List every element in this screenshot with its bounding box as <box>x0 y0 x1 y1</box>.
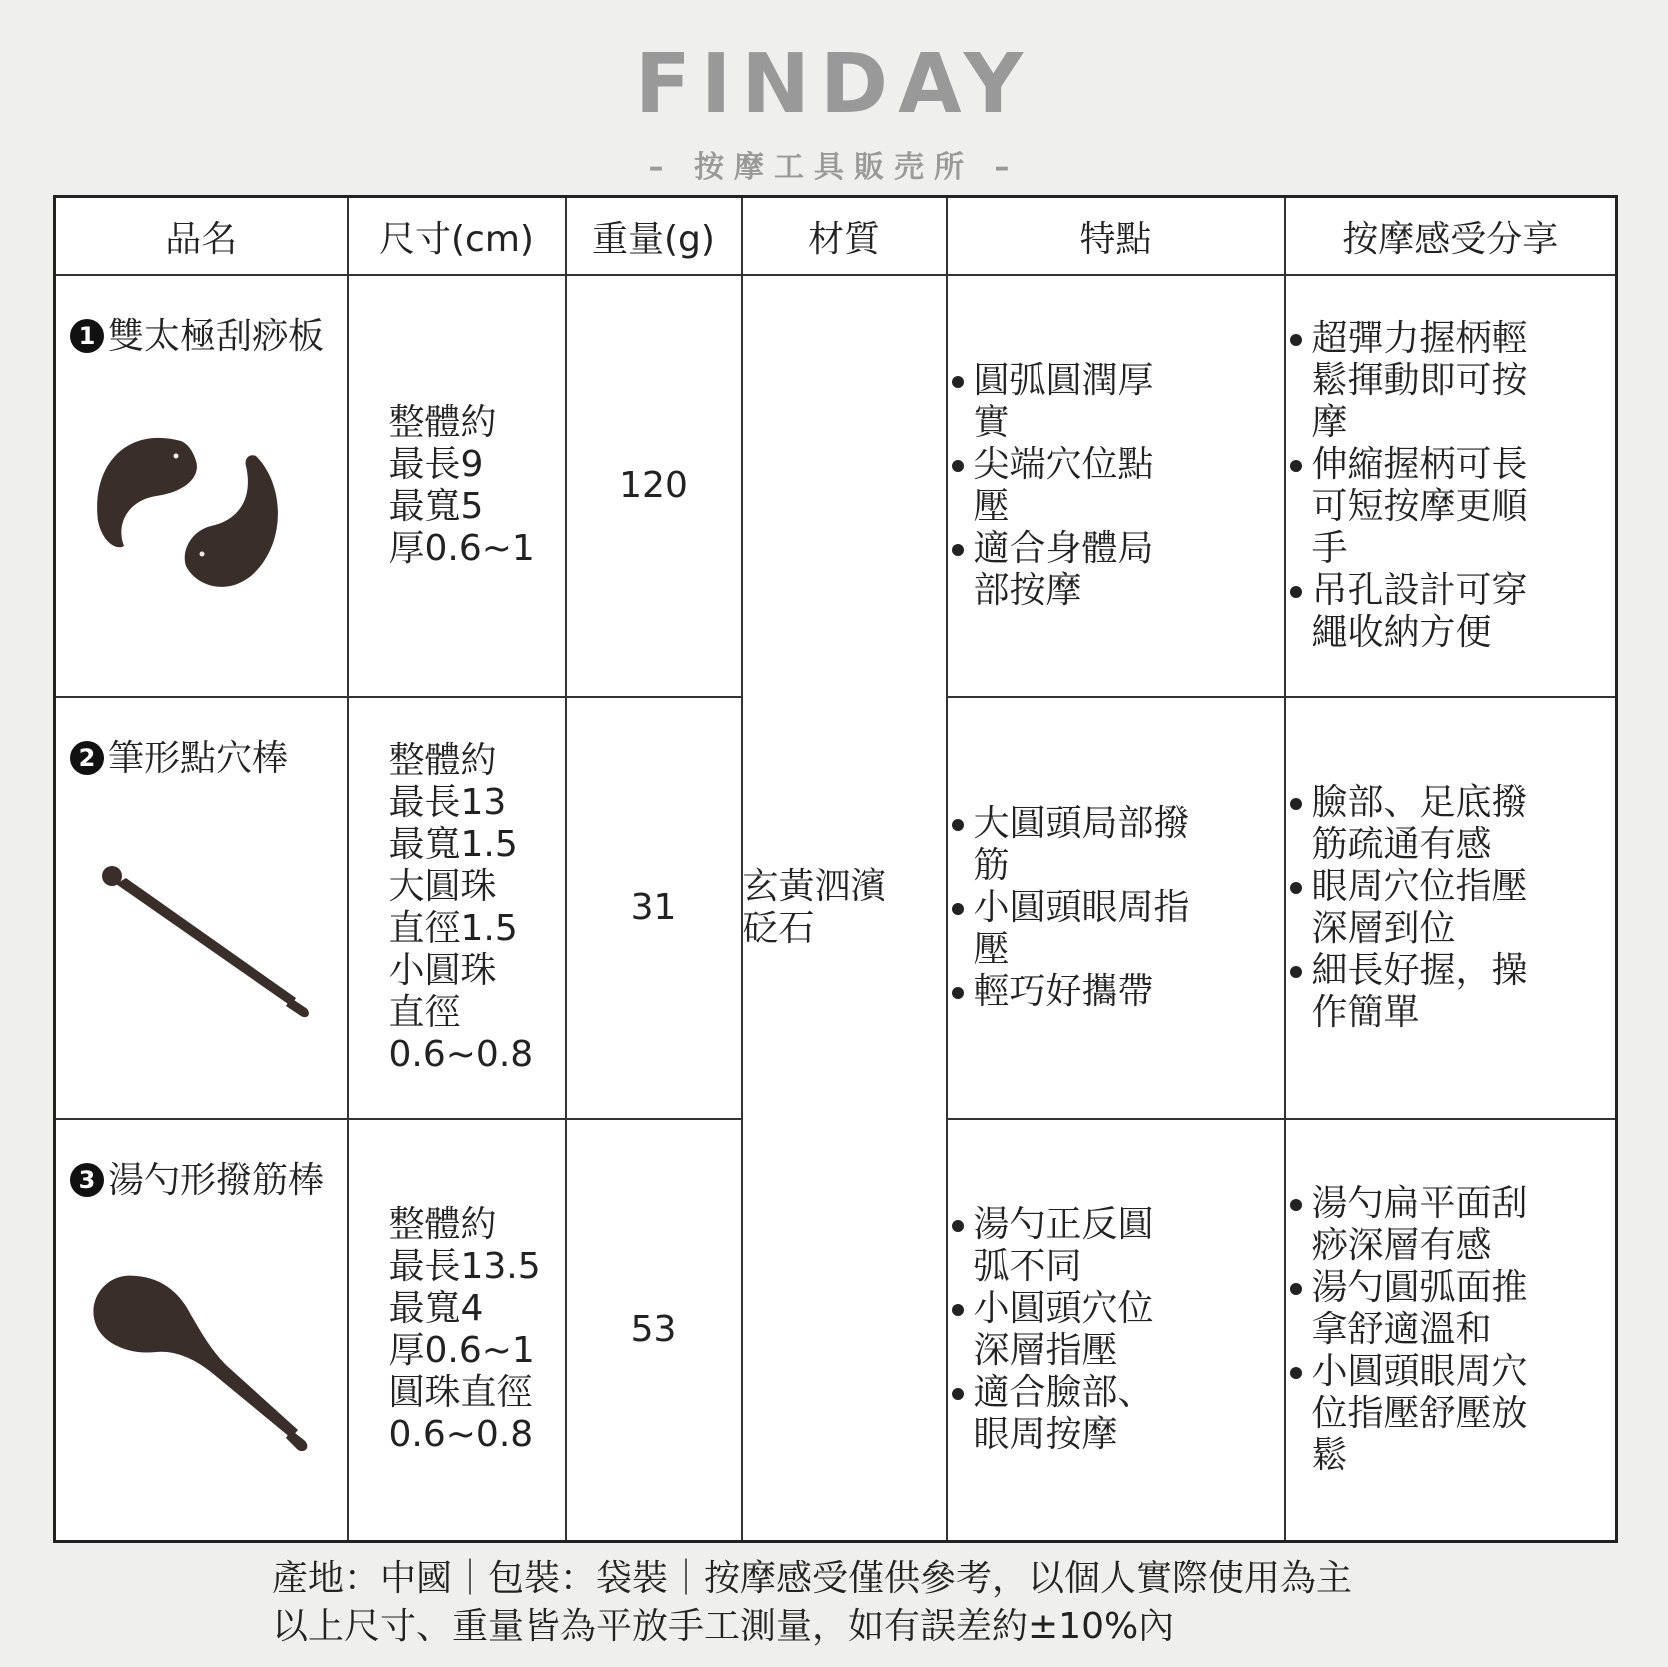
header-size: 尺寸(cm) <box>348 197 566 276</box>
feedback-cell <box>1285 697 1617 1119</box>
features-cell <box>947 697 1285 1119</box>
brand-header <box>0 37 1668 186</box>
size-values <box>349 402 565 570</box>
table-header-row <box>55 197 1617 276</box>
list-item: 細長好握，操作簡單 <box>1286 950 1551 1034</box>
size-line: 最長9 <box>388 444 484 485</box>
size-cell <box>348 1119 566 1542</box>
list-item: 小圓頭眼周指壓 <box>948 887 1218 971</box>
material-cell <box>742 275 947 1542</box>
size-line: 最寬4 <box>388 1288 484 1329</box>
size-line: 厚0.6~1 <box>388 1330 535 1371</box>
product-name <box>70 316 324 358</box>
footer-notes <box>272 1555 1352 1651</box>
list-item: 小圓頭眼周穴位指壓舒壓放鬆 <box>1286 1351 1551 1477</box>
header-name: 品名 <box>55 197 348 276</box>
list-item: 小圓頭穴位深層指壓 <box>948 1288 1178 1372</box>
size-values <box>349 740 565 1076</box>
list-item: 伸縮握柄可長可短按摩更順手 <box>1286 444 1551 570</box>
size-line: 最長13 <box>388 782 507 823</box>
list-item: 湯勺扁平面刮痧深層有感 <box>1286 1183 1551 1267</box>
number-badge: 3 <box>70 1163 104 1197</box>
weight-cell: 53 <box>566 1119 742 1542</box>
size-line: 小圓珠 <box>388 950 497 991</box>
size-line: 厚0.6~1 <box>388 528 535 569</box>
features-list <box>948 1204 1178 1456</box>
header-features: 特點 <box>947 197 1285 276</box>
feedback-cell <box>1285 275 1617 697</box>
size-cell <box>348 275 566 697</box>
material-line: 砭石 <box>742 908 815 949</box>
size-line: 圓珠直徑 <box>388 1372 533 1413</box>
material-line: 玄黃泗濱 <box>742 866 887 907</box>
list-item: 輕巧好攜帶 <box>948 971 1218 1013</box>
size-line: 最寬1.5 <box>388 824 518 865</box>
feedback-list <box>1286 782 1551 1034</box>
list-item: 湯勺圓弧面推拿舒適溫和 <box>1286 1267 1551 1351</box>
size-line: 直徑1.5 <box>388 908 518 949</box>
list-item: 適合身體局部按摩 <box>948 528 1178 612</box>
size-line: 最寬5 <box>388 486 484 527</box>
footer-line-origin: 產地：中國｜包裝：袋裝｜按摩感受僅供參考，以個人實際使用為主 <box>272 1558 1353 1599</box>
list-item: 超彈力握柄輕鬆揮動即可按摩 <box>1286 318 1551 444</box>
spec-table <box>53 195 1618 1543</box>
features-list <box>948 803 1218 1013</box>
product-name-cell <box>55 697 348 1119</box>
feedback-list <box>1286 1183 1551 1477</box>
brand-tagline: – 按摩工具販売所 – <box>648 150 1020 185</box>
list-item: 湯勺正反圓弧不同 <box>948 1204 1178 1288</box>
product-name-text: 雙太極刮痧板 <box>108 316 325 357</box>
size-line: 直徑 <box>388 992 461 1033</box>
number-badge: 1 <box>70 319 104 353</box>
size-line: 大圓珠 <box>388 866 497 907</box>
brand-logo: FINDAY <box>634 37 1034 132</box>
product-name-text: 筆形點穴棒 <box>108 738 289 779</box>
list-item: 臉部、足底撥筋疏通有感 <box>1286 782 1551 866</box>
header-feedback: 按摩感受分享 <box>1285 197 1617 276</box>
size-line: 整體約 <box>388 1204 497 1245</box>
list-item: 尖端穴位點壓 <box>948 444 1178 528</box>
size-cell <box>348 697 566 1119</box>
weight-cell: 120 <box>566 275 742 697</box>
feedback-list <box>1286 318 1551 654</box>
feedback-cell <box>1285 1119 1617 1542</box>
features-list <box>948 360 1178 612</box>
product-name <box>70 1160 324 1202</box>
size-line: 最長13.5 <box>388 1246 541 1287</box>
footer-line-measurement: 以上尺寸、重量皆為平放手工測量，如有誤差約±10%內 <box>272 1606 1175 1647</box>
pen-shaped-acupoint-stick-image <box>86 848 326 1028</box>
size-line: 整體約 <box>388 740 497 781</box>
product-name-cell <box>55 1119 348 1542</box>
features-cell <box>947 1119 1285 1542</box>
product-name-cell <box>55 275 348 697</box>
size-line: 整體約 <box>388 402 497 443</box>
features-cell <box>947 275 1285 697</box>
weight-cell: 31 <box>566 697 742 1119</box>
twin-taiji-scraping-board-image <box>86 426 306 606</box>
size-line: 0.6~0.8 <box>388 1034 534 1075</box>
product-name-text: 湯勺形撥筋棒 <box>108 1160 325 1201</box>
number-badge: 2 <box>70 741 104 775</box>
header-material: 材質 <box>742 197 947 276</box>
size-line: 0.6~0.8 <box>388 1414 534 1455</box>
header-weight: 重量(g) <box>566 197 742 276</box>
list-item: 吊孔設計可穿繩收納方便 <box>1286 570 1551 654</box>
product-name <box>70 738 288 780</box>
list-item: 眼周穴位指壓深層到位 <box>1286 866 1551 950</box>
list-item: 適合臉部、眼周按摩 <box>948 1372 1178 1456</box>
list-item: 大圓頭局部撥筋 <box>948 803 1218 887</box>
table-row <box>55 275 1617 697</box>
list-item: 圓弧圓潤厚實 <box>948 360 1178 444</box>
spoon-shaped-meridian-stick-image <box>86 1270 326 1470</box>
size-values <box>349 1204 565 1456</box>
